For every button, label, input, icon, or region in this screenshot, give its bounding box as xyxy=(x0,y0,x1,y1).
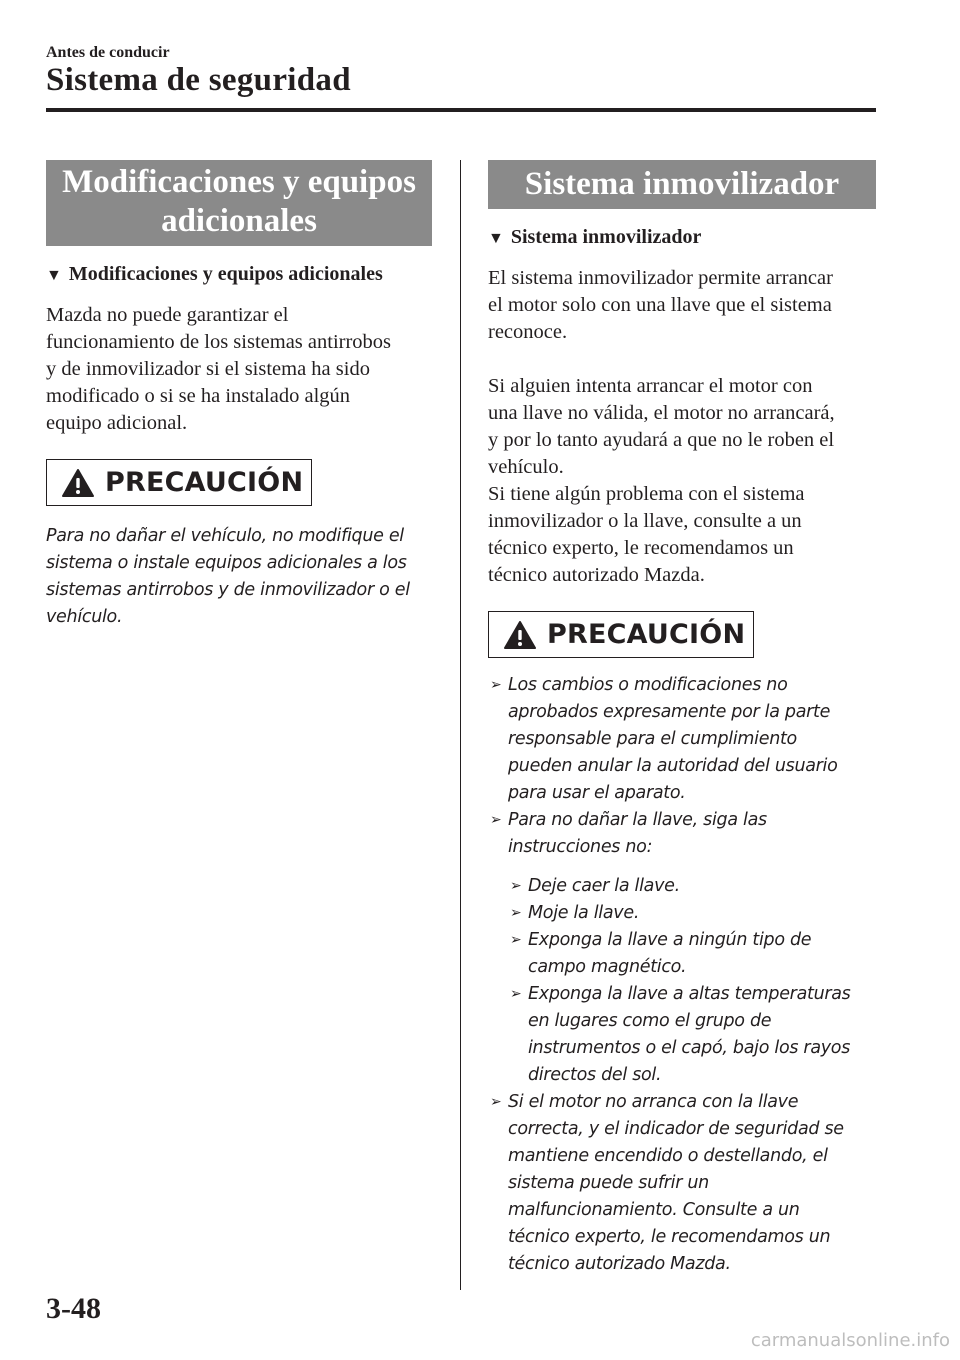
sub-list-item xyxy=(508,981,876,1089)
sub-list-item xyxy=(508,927,876,981)
text-line: y por lo tanto ayudará a que no le roben el xyxy=(488,429,835,451)
text-line: en lugares como el grupo de xyxy=(528,1011,772,1031)
text-line: el motor solo con una llave que el sistema xyxy=(488,294,832,316)
section-label: Antes de conducir xyxy=(46,44,170,61)
text-line: sistemas antirrobos y de inmovilizador o el xyxy=(46,580,410,600)
triangle-down-icon: ▼ xyxy=(488,230,504,247)
sub-list-item xyxy=(508,873,876,900)
arrow-bullet-icon: ➢ xyxy=(490,812,502,828)
text-line: campo magnético. xyxy=(528,957,687,977)
watermark: carmanualsonline.info xyxy=(750,1330,950,1351)
text-line: inmovilizador o la llave, consulte a un xyxy=(488,510,802,532)
text-line: Si alguien intenta arrancar el motor con xyxy=(488,375,813,397)
caution-label: PRECAUCIÓN xyxy=(547,619,746,650)
text-line: Mazda no puede garantizar el xyxy=(46,304,289,326)
text-line: equipo adicional. xyxy=(46,412,188,434)
text-line: técnico autorizado Mazda. xyxy=(488,564,705,586)
banner-line: Modificaciones y equipos xyxy=(62,164,416,200)
subheading xyxy=(488,226,876,249)
text-line: y de inmovilizador si el sistema ha sido xyxy=(46,358,370,380)
text-line: vehículo. xyxy=(46,607,123,627)
text-line: directos del sol. xyxy=(528,1065,662,1085)
sub-list xyxy=(508,873,876,1089)
banner-line: adicionales xyxy=(161,203,317,239)
text-line: modificado o si se ha instalado algún xyxy=(46,385,351,407)
sub-list-item xyxy=(508,900,876,927)
text-line: mantiene encendido o destellando, el xyxy=(508,1146,828,1166)
text-line: reconoce. xyxy=(488,321,568,343)
warning-icon xyxy=(61,468,95,498)
caution-box xyxy=(46,459,312,506)
text-line: vehículo. xyxy=(488,456,564,478)
list-item xyxy=(488,672,876,807)
caution-list xyxy=(488,672,876,1278)
text-line: sistema puede sufrir un xyxy=(508,1173,709,1193)
text-line: técnico autorizado Mazda. xyxy=(508,1254,731,1274)
text-line: responsable para el cumplimiento xyxy=(508,729,797,749)
text-line: Para no dañar la llave, siga las xyxy=(508,810,767,830)
text-line: Exponga la llave a altas temperaturas xyxy=(528,984,851,1004)
text-line: técnico experto, le recomendamos un xyxy=(508,1227,831,1247)
caution-box xyxy=(488,611,754,658)
subheading-text: Modificaciones y equipos adicionales xyxy=(68,263,383,285)
column-divider xyxy=(460,160,461,1290)
text-line: Exponga la llave a ningún tipo de xyxy=(528,930,812,950)
right-column xyxy=(488,160,876,1278)
arrow-bullet-icon: ➢ xyxy=(510,878,522,894)
caution-label: PRECAUCIÓN xyxy=(105,467,304,498)
page-title: Sistema de seguridad xyxy=(46,62,351,98)
left-column xyxy=(46,160,432,631)
subheading-text: Sistema inmovilizador xyxy=(510,226,702,248)
text-line: sistema o instale equipos adicionales a los xyxy=(46,553,407,573)
page-number: 3-48 xyxy=(46,1292,101,1325)
arrow-bullet-icon: ➢ xyxy=(490,1094,502,1110)
text-line: Si el motor no arranca con la llave xyxy=(508,1092,799,1112)
arrow-bullet-icon: ➢ xyxy=(510,986,522,1002)
arrow-bullet-icon: ➢ xyxy=(510,932,522,948)
text-line: Los cambios o modificaciones no xyxy=(508,675,788,695)
text-line: Moje la llave. xyxy=(528,903,640,923)
text-line: para usar el aparato. xyxy=(508,783,686,803)
text-line: Deje caer la llave. xyxy=(528,876,680,896)
caution-text xyxy=(46,523,432,631)
text-line: aprobados expresamente por la parte xyxy=(508,702,831,722)
section-banner-inmovilizador: Sistema inmovilizador xyxy=(488,160,876,209)
text-line: correcta, y el indicador de seguridad se xyxy=(508,1119,844,1139)
list-item xyxy=(488,807,876,1089)
text-line: técnico experto, le recomendamos un xyxy=(488,537,794,559)
text-line: pueden anular la autoridad del usuario xyxy=(508,756,838,776)
text-line: instrumentos o el capó, bajo los rayos xyxy=(528,1038,851,1058)
text-line: Si tiene algún problema con el sistema xyxy=(488,483,805,505)
arrow-bullet-icon: ➢ xyxy=(490,677,502,693)
triangle-down-icon: ▼ xyxy=(46,267,62,284)
header-rule xyxy=(46,108,876,112)
text-line: instrucciones no: xyxy=(508,837,653,857)
list-item xyxy=(488,1089,876,1278)
arrow-bullet-icon: ➢ xyxy=(510,905,522,921)
body-text xyxy=(46,302,432,437)
subheading xyxy=(46,263,432,286)
body-text xyxy=(488,265,876,589)
text-line: funcionamiento de los sistemas antirrobos xyxy=(46,331,392,353)
section-banner-modificaciones xyxy=(46,160,432,246)
text-line: Para no dañar el vehículo, no modifique el xyxy=(46,526,404,546)
warning-icon xyxy=(503,620,537,650)
text-line: El sistema inmovilizador permite arrancar xyxy=(488,267,833,289)
text-line: malfuncionamiento. Consulte a un xyxy=(508,1200,800,1220)
text-line: una llave no válida, el motor no arrancará, xyxy=(488,402,835,424)
